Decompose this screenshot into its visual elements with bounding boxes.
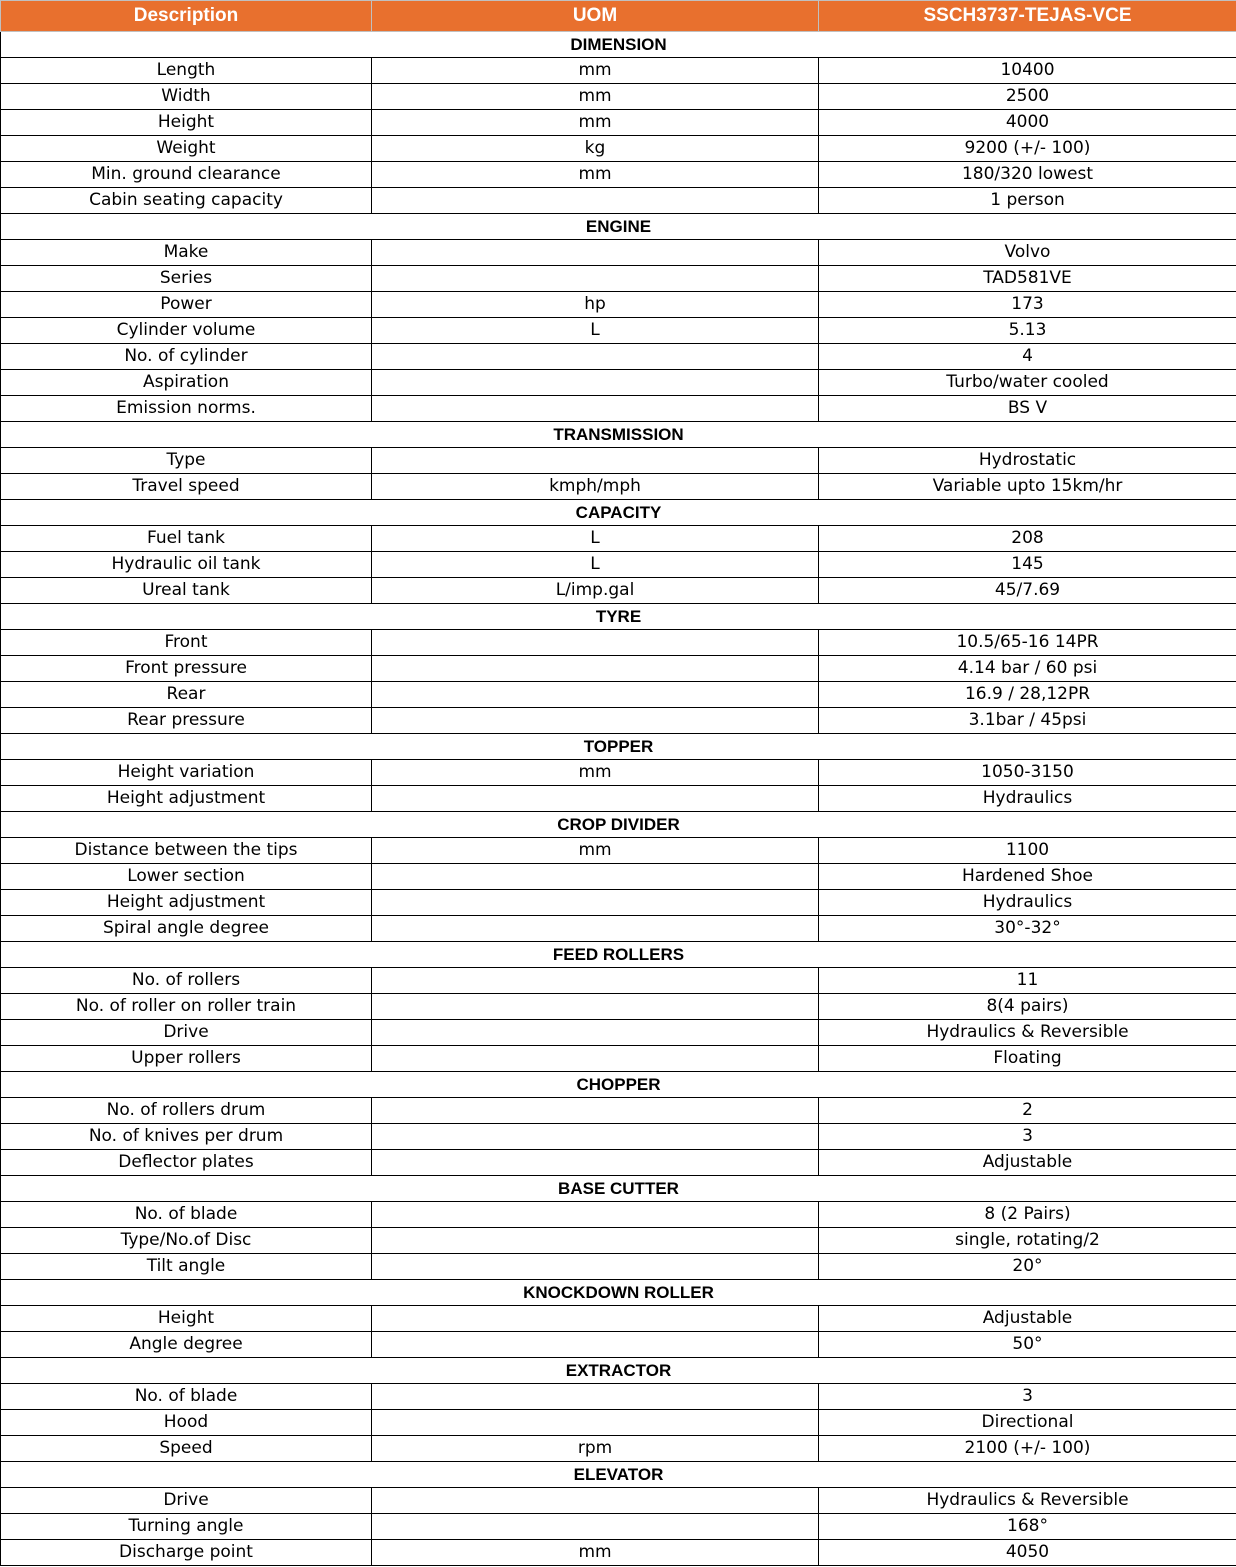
description-cell: Type — [1, 448, 372, 474]
value-cell: Hydraulics — [819, 786, 1236, 812]
section-title: TOPPER — [1, 734, 1236, 760]
uom-cell — [372, 1098, 819, 1124]
uom-cell: mm — [372, 84, 819, 110]
uom-cell — [372, 1020, 819, 1046]
section-title: CAPACITY — [1, 500, 1236, 526]
description-cell: Min. ground clearance — [1, 162, 372, 188]
header-model: SSCH3737-TEJAS-VCE — [819, 1, 1236, 32]
value-cell: BS V — [819, 396, 1236, 422]
value-cell: Hardened Shoe — [819, 864, 1236, 890]
description-cell: Aspiration — [1, 370, 372, 396]
uom-cell — [372, 1488, 819, 1514]
uom-cell — [372, 344, 819, 370]
table-row — [1, 58, 1236, 84]
uom-cell — [372, 656, 819, 682]
value-cell: Hydraulics & Reversible — [819, 1488, 1236, 1514]
table-row — [1, 1124, 1236, 1150]
description-cell: Hydraulic oil tank — [1, 552, 372, 578]
uom-cell — [372, 1332, 819, 1358]
value-cell: 1100 — [819, 838, 1236, 864]
uom-cell — [372, 708, 819, 734]
uom-cell — [372, 916, 819, 942]
description-cell: Series — [1, 266, 372, 292]
value-cell: Adjustable — [819, 1150, 1236, 1176]
table-row — [1, 760, 1236, 786]
uom-cell — [372, 370, 819, 396]
uom-cell: L/imp.gal — [372, 578, 819, 604]
table-row — [1, 682, 1236, 708]
value-cell: 4000 — [819, 110, 1236, 136]
table-row — [1, 526, 1236, 552]
section-title: DIMENSION — [1, 32, 1236, 58]
section-header-row — [1, 812, 1236, 838]
value-cell: 10.5/65-16 14PR — [819, 630, 1236, 656]
value-cell: Floating — [819, 1046, 1236, 1072]
table-row — [1, 292, 1236, 318]
section-title: FEED ROLLERS — [1, 942, 1236, 968]
value-cell: Hydrostatic — [819, 448, 1236, 474]
description-cell: Lower section — [1, 864, 372, 890]
uom-cell — [372, 1202, 819, 1228]
value-cell: single, rotating/2 — [819, 1228, 1236, 1254]
uom-cell — [372, 188, 819, 214]
value-cell: 3 — [819, 1124, 1236, 1150]
value-cell: 20° — [819, 1254, 1236, 1280]
table-row — [1, 240, 1236, 266]
uom-cell — [372, 1384, 819, 1410]
section-header-row — [1, 1176, 1236, 1202]
description-cell: Height variation — [1, 760, 372, 786]
table-row — [1, 578, 1236, 604]
section-title: TRANSMISSION — [1, 422, 1236, 448]
table-row — [1, 1384, 1236, 1410]
uom-cell — [372, 1124, 819, 1150]
value-cell: TAD581VE — [819, 266, 1236, 292]
uom-cell: kmph/mph — [372, 474, 819, 500]
table-row — [1, 474, 1236, 500]
table-row — [1, 864, 1236, 890]
section-header-row — [1, 1072, 1236, 1098]
value-cell: 168° — [819, 1514, 1236, 1540]
description-cell: No. of cylinder — [1, 344, 372, 370]
table-row — [1, 162, 1236, 188]
value-cell: Hydraulics & Reversible — [819, 1020, 1236, 1046]
value-cell: 4.14 bar / 60 psi — [819, 656, 1236, 682]
table-row — [1, 1020, 1236, 1046]
uom-cell — [372, 396, 819, 422]
uom-cell: mm — [372, 110, 819, 136]
table-row — [1, 1410, 1236, 1436]
table-row — [1, 1436, 1236, 1462]
table-row — [1, 1046, 1236, 1072]
table-row — [1, 708, 1236, 734]
description-cell: Hood — [1, 1410, 372, 1436]
description-cell: Height — [1, 110, 372, 136]
value-cell: 2500 — [819, 84, 1236, 110]
description-cell: Discharge point — [1, 1540, 372, 1566]
section-header-row — [1, 214, 1236, 240]
header-uom: UOM — [372, 1, 819, 32]
table-row — [1, 838, 1236, 864]
description-cell: Travel speed — [1, 474, 372, 500]
description-cell: No. of blade — [1, 1202, 372, 1228]
value-cell: 3.1bar / 45psi — [819, 708, 1236, 734]
value-cell: 16.9 / 28,12PR — [819, 682, 1236, 708]
value-cell: Directional — [819, 1410, 1236, 1436]
description-cell: Fuel tank — [1, 526, 372, 552]
uom-cell: mm — [372, 838, 819, 864]
uom-cell — [372, 1046, 819, 1072]
description-cell: Front pressure — [1, 656, 372, 682]
table-row — [1, 994, 1236, 1020]
uom-cell: hp — [372, 292, 819, 318]
description-cell: Ureal tank — [1, 578, 372, 604]
value-cell: 8 (2 Pairs) — [819, 1202, 1236, 1228]
table-row — [1, 448, 1236, 474]
description-cell: Height — [1, 1306, 372, 1332]
section-title: ENGINE — [1, 214, 1236, 240]
uom-cell — [372, 1228, 819, 1254]
uom-cell — [372, 1514, 819, 1540]
description-cell: Angle degree — [1, 1332, 372, 1358]
value-cell: 11 — [819, 968, 1236, 994]
description-cell: Drive — [1, 1020, 372, 1046]
description-cell: Rear pressure — [1, 708, 372, 734]
table-row — [1, 630, 1236, 656]
value-cell: 30°-32° — [819, 916, 1236, 942]
value-cell: 145 — [819, 552, 1236, 578]
value-cell: 208 — [819, 526, 1236, 552]
value-cell: Turbo/water cooled — [819, 370, 1236, 396]
table-row — [1, 318, 1236, 344]
description-cell: Drive — [1, 1488, 372, 1514]
description-cell: Width — [1, 84, 372, 110]
value-cell: 5.13 — [819, 318, 1236, 344]
header-description: Description — [1, 1, 372, 32]
uom-cell: mm — [372, 58, 819, 84]
spec-table-header — [1, 1, 1236, 32]
description-cell: Type/No.of Disc — [1, 1228, 372, 1254]
table-row — [1, 552, 1236, 578]
table-row — [1, 370, 1236, 396]
description-cell: Front — [1, 630, 372, 656]
description-cell: No. of blade — [1, 1384, 372, 1410]
spec-table-body — [1, 32, 1236, 1566]
description-cell: Cabin seating capacity — [1, 188, 372, 214]
uom-cell — [372, 890, 819, 916]
description-cell: Length — [1, 58, 372, 84]
description-cell: Power — [1, 292, 372, 318]
section-header-row — [1, 942, 1236, 968]
section-title: CROP DIVIDER — [1, 812, 1236, 838]
section-header-row — [1, 734, 1236, 760]
table-row — [1, 1540, 1236, 1566]
description-cell: No. of rollers — [1, 968, 372, 994]
section-header-row — [1, 1462, 1236, 1488]
description-cell: Height adjustment — [1, 890, 372, 916]
uom-cell: mm — [372, 760, 819, 786]
table-row — [1, 890, 1236, 916]
uom-cell — [372, 448, 819, 474]
value-cell: 2 — [819, 1098, 1236, 1124]
table-row — [1, 1228, 1236, 1254]
value-cell: 45/7.69 — [819, 578, 1236, 604]
description-cell: No. of roller on roller train — [1, 994, 372, 1020]
uom-cell — [372, 266, 819, 292]
value-cell: 4050 — [819, 1540, 1236, 1566]
description-cell: Emission norms. — [1, 396, 372, 422]
value-cell: 9200 (+/- 100) — [819, 136, 1236, 162]
uom-cell — [372, 1254, 819, 1280]
uom-cell — [372, 1410, 819, 1436]
description-cell: Rear — [1, 682, 372, 708]
table-row — [1, 1514, 1236, 1540]
table-row — [1, 266, 1236, 292]
table-row — [1, 1202, 1236, 1228]
section-title: KNOCKDOWN ROLLER — [1, 1280, 1236, 1306]
uom-cell: kg — [372, 136, 819, 162]
section-header-row — [1, 1358, 1236, 1384]
uom-cell — [372, 682, 819, 708]
table-row — [1, 1098, 1236, 1124]
value-cell: 50° — [819, 1332, 1236, 1358]
uom-cell — [372, 630, 819, 656]
value-cell: 4 — [819, 344, 1236, 370]
description-cell: No. of knives per drum — [1, 1124, 372, 1150]
section-header-row — [1, 422, 1236, 448]
section-header-row — [1, 32, 1236, 58]
uom-cell — [372, 968, 819, 994]
uom-cell: rpm — [372, 1436, 819, 1462]
value-cell: Volvo — [819, 240, 1236, 266]
uom-cell: mm — [372, 162, 819, 188]
description-cell: Speed — [1, 1436, 372, 1462]
table-row — [1, 968, 1236, 994]
description-cell: Upper rollers — [1, 1046, 372, 1072]
uom-cell — [372, 786, 819, 812]
value-cell: Variable upto 15km/hr — [819, 474, 1236, 500]
value-cell: 1 person — [819, 188, 1236, 214]
table-row — [1, 344, 1236, 370]
table-row — [1, 136, 1236, 162]
table-row — [1, 916, 1236, 942]
uom-cell: L — [372, 526, 819, 552]
value-cell: 8(4 pairs) — [819, 994, 1236, 1020]
value-cell: Adjustable — [819, 1306, 1236, 1332]
description-cell: Cylinder volume — [1, 318, 372, 344]
description-cell: Height adjustment — [1, 786, 372, 812]
description-cell: No. of rollers drum — [1, 1098, 372, 1124]
table-row — [1, 188, 1236, 214]
uom-cell — [372, 864, 819, 890]
uom-cell: mm — [372, 1540, 819, 1566]
description-cell: Distance between the tips — [1, 838, 372, 864]
value-cell: 173 — [819, 292, 1236, 318]
table-row — [1, 110, 1236, 136]
uom-cell — [372, 1150, 819, 1176]
section-title: ELEVATOR — [1, 1462, 1236, 1488]
table-row — [1, 1306, 1236, 1332]
table-row — [1, 84, 1236, 110]
uom-cell — [372, 994, 819, 1020]
table-row — [1, 656, 1236, 682]
description-cell: Make — [1, 240, 372, 266]
uom-cell: L — [372, 552, 819, 578]
value-cell: 2100 (+/- 100) — [819, 1436, 1236, 1462]
table-row — [1, 786, 1236, 812]
section-title: TYRE — [1, 604, 1236, 630]
section-title: BASE CUTTER — [1, 1176, 1236, 1202]
value-cell: Hydraulics — [819, 890, 1236, 916]
value-cell: 10400 — [819, 58, 1236, 84]
section-title: EXTRACTOR — [1, 1358, 1236, 1384]
section-title: CHOPPER — [1, 1072, 1236, 1098]
description-cell: Spiral angle degree — [1, 916, 372, 942]
section-header-row — [1, 604, 1236, 630]
uom-cell — [372, 1306, 819, 1332]
description-cell: Turning angle — [1, 1514, 372, 1540]
section-header-row — [1, 1280, 1236, 1306]
uom-cell: L — [372, 318, 819, 344]
section-header-row — [1, 500, 1236, 526]
table-row — [1, 1332, 1236, 1358]
table-row — [1, 1254, 1236, 1280]
value-cell: 180/320 lowest — [819, 162, 1236, 188]
uom-cell — [372, 240, 819, 266]
description-cell: Tilt angle — [1, 1254, 372, 1280]
description-cell: Weight — [1, 136, 372, 162]
table-row — [1, 1488, 1236, 1514]
description-cell: Deflector plates — [1, 1150, 372, 1176]
table-row — [1, 1150, 1236, 1176]
value-cell: 1050-3150 — [819, 760, 1236, 786]
table-row — [1, 396, 1236, 422]
value-cell: 3 — [819, 1384, 1236, 1410]
